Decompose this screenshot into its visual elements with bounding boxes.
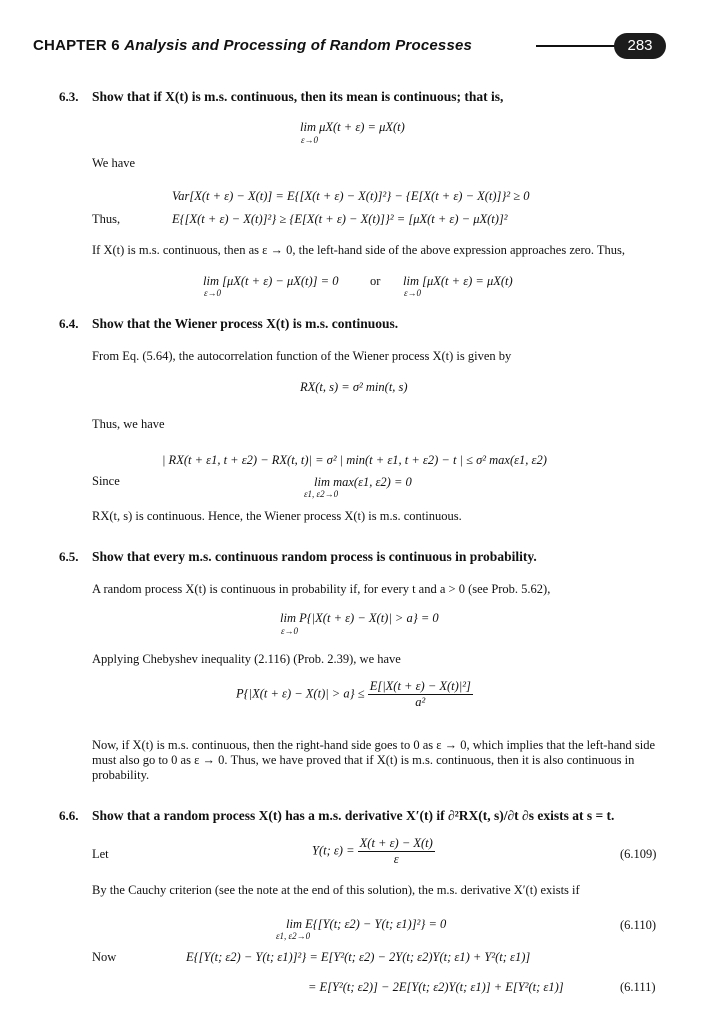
p63-we-have: We have	[92, 156, 136, 170]
p65-para-1: Now, if X(t) is m.s. continuous, then the right-hand side goes to 0 as ε → 0, which implies that the left-hand side	[92, 738, 656, 752]
p65-para-2: must also go to 0 as ε → 0. Thus, we have proved that if X(t) is m.s. continuous, then it is also continuous in	[92, 753, 635, 767]
p63-thus-eq: E{[X(t + ε) − X(t)]²} ≥ {E[X(t + ε) − X(t)]}² = [μX(t + ε) − μX(t)]²	[172, 212, 508, 226]
p66-def-tag: (6.109)	[620, 847, 657, 861]
p65-eq1-sub: ε→0	[281, 626, 299, 636]
p66-lim-tag: (6.110)	[620, 918, 656, 932]
p63-eq1: lim μX(t + ε) = μX(t)	[300, 120, 405, 134]
p65-eq1: lim P{|X(t + ε) − X(t)| > a} = 0	[280, 611, 439, 625]
p65-ineq-left: P{|X(t + ε) − X(t)| > a} ≤	[236, 686, 365, 701]
p65-para-3: probability.	[92, 768, 150, 782]
p64-lim-eq: lim max(ε1, ε2) = 0	[314, 475, 412, 489]
p65-ineq	[236, 679, 473, 710]
problem-6-6-number: 6.6.	[59, 808, 79, 823]
p66-cauchy: By the Cauchy criterion (see the note at the end of this solution), the m.s. derivative X′(t) exists if	[92, 883, 580, 897]
p63-final-right-sub: ε→0	[404, 288, 422, 298]
p63-eq1-sub: ε→0	[301, 135, 319, 145]
problem-6-3-number: 6.3.	[59, 89, 79, 104]
page-number-badge	[614, 33, 666, 59]
p66-lim-eq: lim E{[Y(t; ε2) − Y(t; ε1)]²} = 0	[286, 917, 447, 931]
p65-ineq-fraction	[368, 679, 473, 710]
p63-conclusion: If X(t) is m.s. continuous, then as ε → 0, the left-hand side of the above expression approaches zero. Thus,	[92, 243, 626, 257]
p65-cheb: Applying Chebyshev inequality (2.116) (Prob. 2.39), we have	[92, 652, 401, 666]
p66-lim-sub: ε1, ε2→0	[276, 931, 311, 941]
p64-conclusion: RX(t, s) is continuous. Hence, the Wiener process X(t) is m.s. continuous.	[92, 509, 462, 523]
p64-thus: Thus, we have	[92, 417, 165, 431]
p66-now: Now	[92, 950, 117, 964]
problem-6-5-number: 6.5.	[59, 549, 79, 564]
chapter-label: CHAPTER 6	[33, 37, 120, 54]
page-number: 283	[627, 37, 653, 54]
p63-final-right: lim [μX(t + ε) = μX(t)	[403, 274, 513, 288]
problem-6-3-statement: Show that if X(t) is m.s. continuous, then its mean is continuous; that is,	[92, 89, 504, 104]
p64-ineq: | RX(t + ε1, t + ε2) − RX(t, t)| = σ² | min(t + ε1, t + ε2) − t | ≤ σ² max(ε1, ε2)	[162, 453, 547, 467]
chapter-header	[33, 37, 472, 54]
p66-def-num: X(t + ε) − X(t)	[359, 836, 433, 850]
p63-final-left: lim [μX(t + ε) − μX(t)] = 0	[203, 274, 339, 288]
p64-since: Since	[92, 474, 120, 488]
p64-intro: From Eq. (5.64), the autocorrelation function of the Wiener process X(t) is given by	[92, 349, 512, 363]
problem-6-4-number: 6.4.	[59, 316, 79, 331]
p66-let: Let	[92, 847, 109, 861]
p65-intro: A random process X(t) is continuous in probability if, for every t and a > 0 (see Prob. 5.62),	[92, 582, 551, 596]
p63-var-eq: Var[X(t + ε) − X(t)] = E{[X(t + ε) − X(t)]²} − {E[X(t + ε) − X(t)]}² ≥ 0	[172, 189, 530, 203]
p66-exp2: = E[Y²(t; ε2)] − 2E[Y(t; ε2)Y(t; ε1)] + E[Y²(t; ε1)]	[308, 980, 564, 994]
p63-final-or: or	[370, 274, 381, 288]
chapter-title: Analysis and Processing of Random Processes	[124, 37, 473, 54]
p64-lim-sub: ε1, ε2→0	[304, 489, 339, 499]
p66-exp1: E{[Y(t; ε2) − Y(t; ε1)]²} = E[Y²(t; ε2) − 2Y(t; ε2)Y(t; ε1) + Y²(t; ε1)]	[186, 950, 531, 964]
header-rule	[536, 45, 626, 47]
problem-6-4-statement: Show that the Wiener process X(t) is m.s. continuous.	[92, 316, 399, 331]
problem-6-5-statement: Show that every m.s. continuous random process is continuous in probability.	[92, 549, 537, 564]
problem-6-6-statement: Show that a random process X(t) has a m.s. derivative X′(t) if ∂²RX(t, s)/∂t ∂s exists at s = t.	[92, 808, 615, 823]
p66-exp2-tag: (6.111)	[620, 980, 656, 994]
p66-def-fraction	[358, 836, 435, 867]
p66-def	[312, 836, 435, 867]
p66-def-den: ε	[393, 852, 399, 866]
p65-ineq-num: E[|X(t + ε) − X(t)|²]	[369, 679, 471, 693]
p63-thus-label: Thus,	[92, 212, 121, 226]
p64-eq: RX(t, s) = σ² min(t, s)	[300, 380, 408, 394]
p63-final-left-sub: ε→0	[204, 288, 222, 298]
p65-ineq-den: a²	[415, 695, 426, 709]
p66-def-left: Y(t; ε) =	[312, 843, 355, 858]
